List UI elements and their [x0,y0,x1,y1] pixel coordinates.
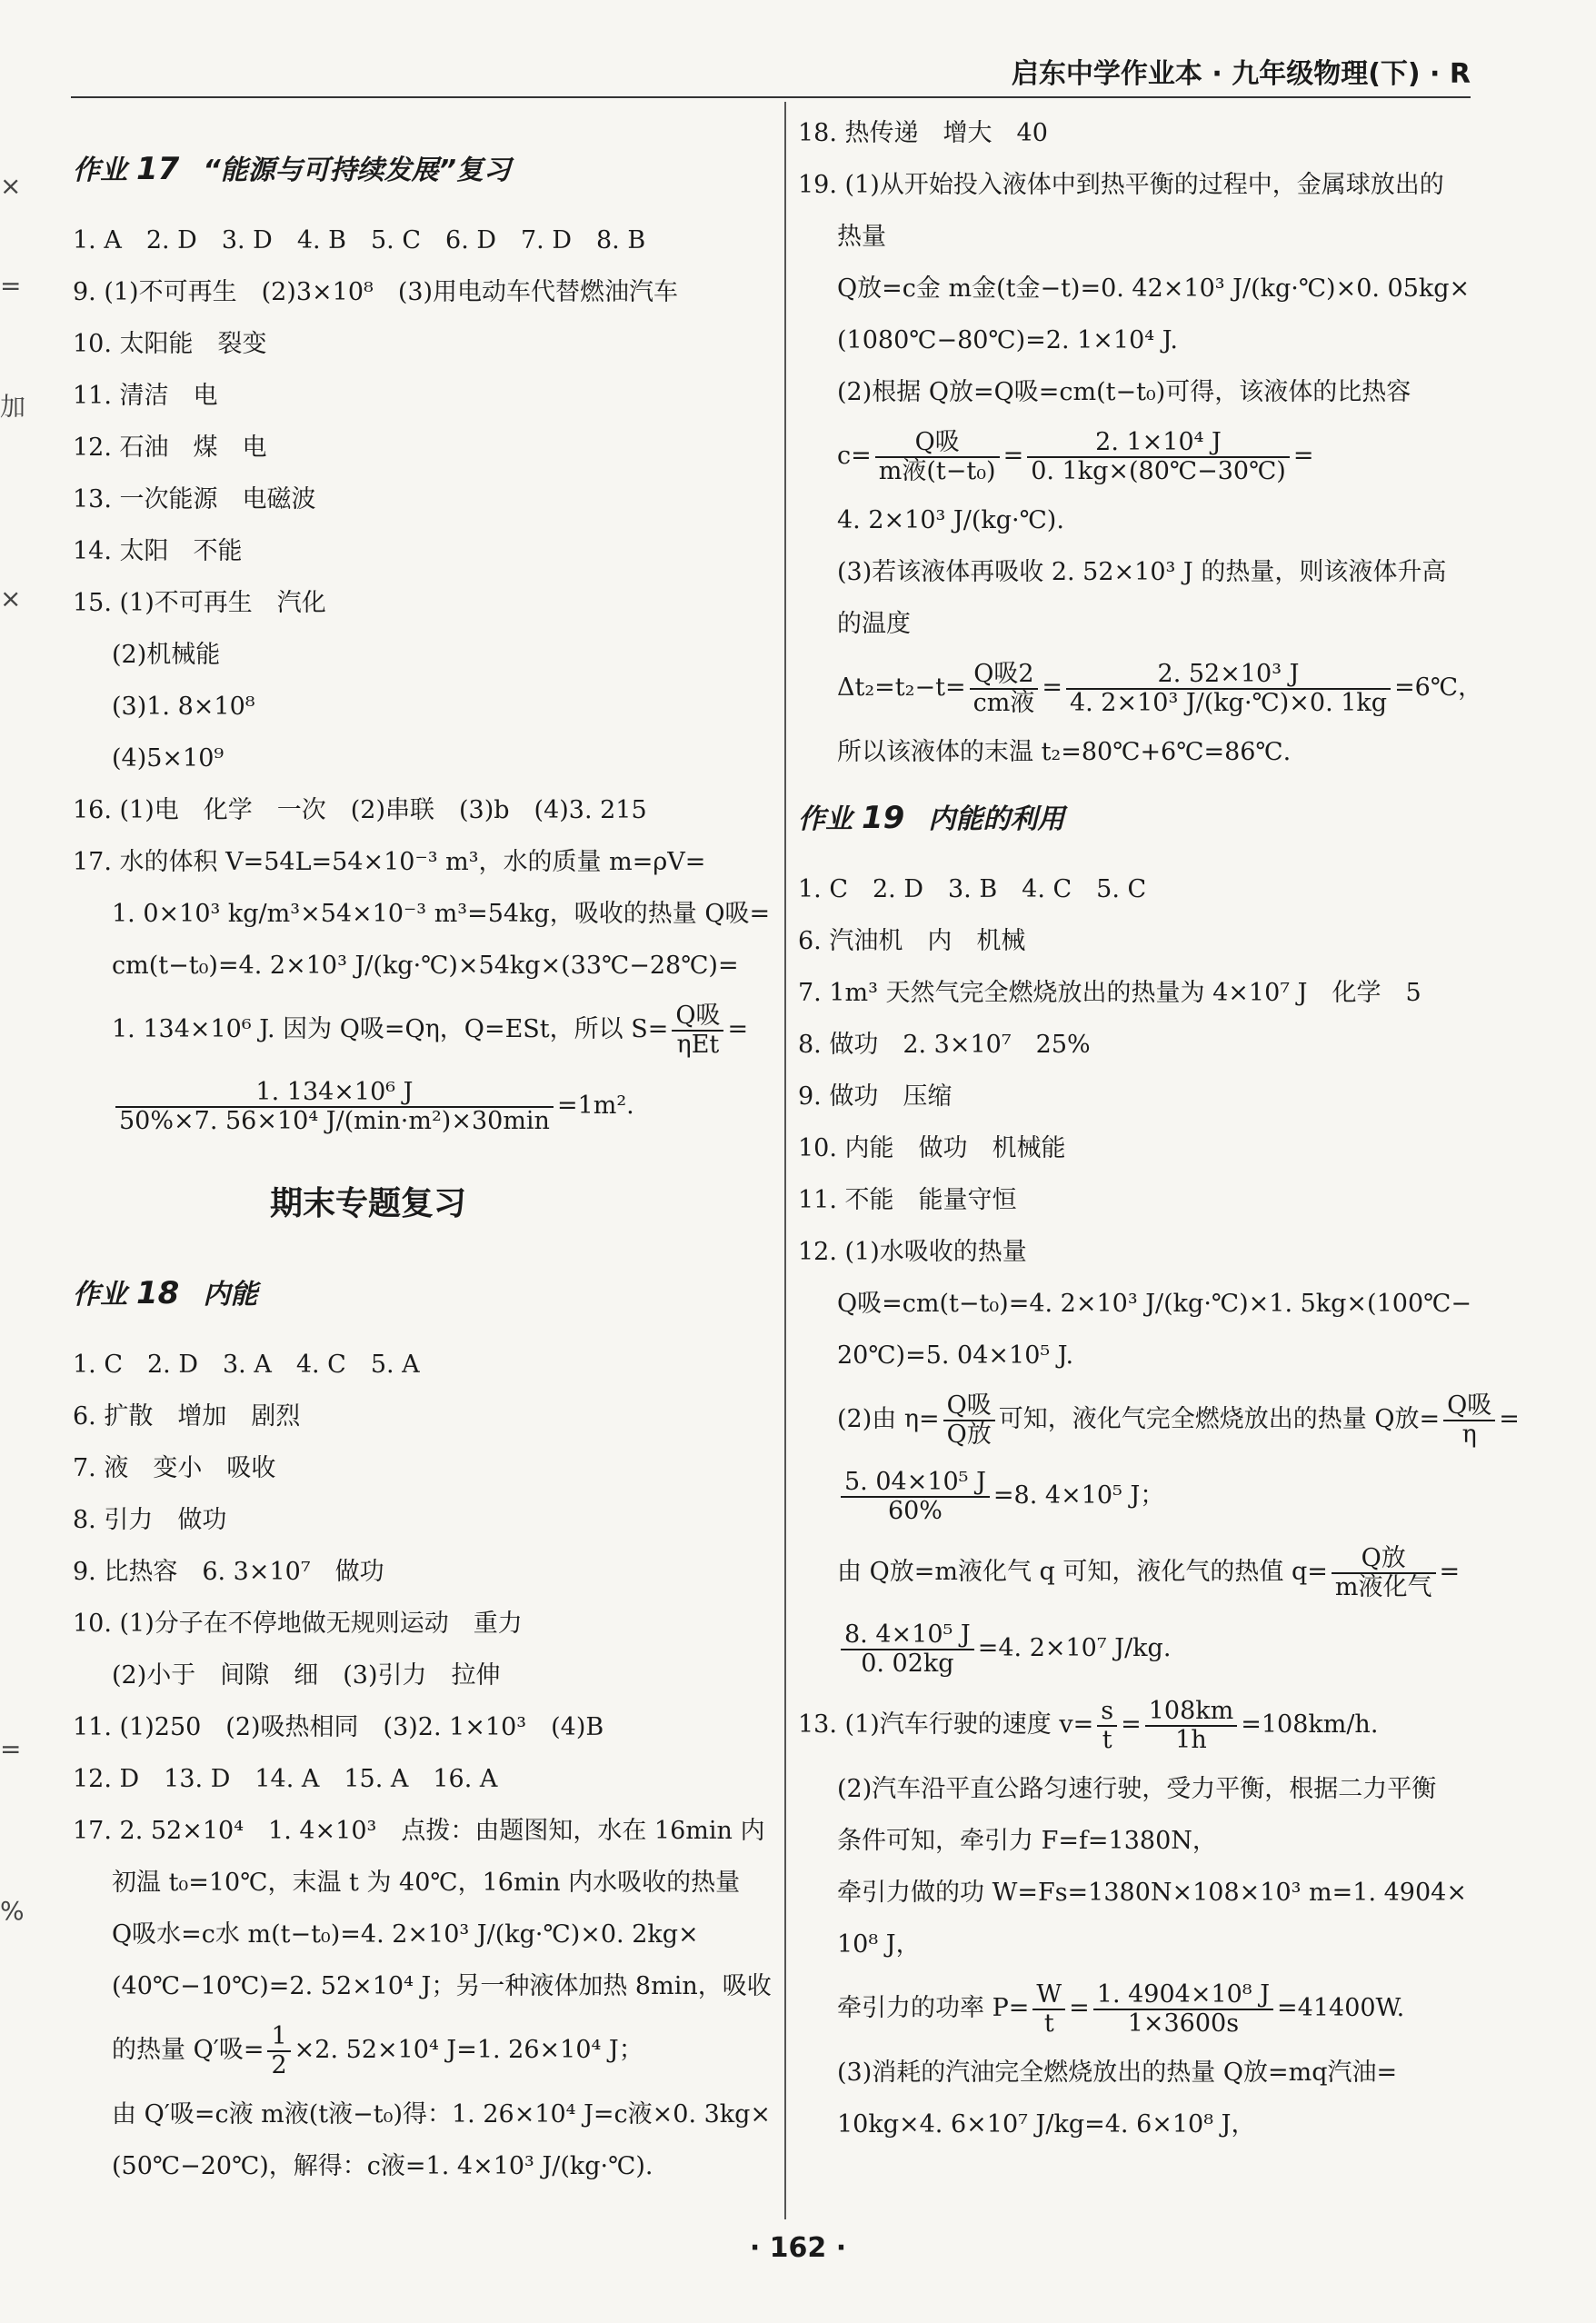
answer-line: 18. 热传递 增大 40 [798,119,1048,147]
fraction [841,1469,990,1525]
fraction-numerator: 8. 4×10⁵ J [841,1621,974,1650]
fraction-denominator: t [1102,1725,1112,1754]
answer-line: 20℃)=5. 04×10⁵ J. [837,1341,1074,1370]
answer-line: Q放=c金 m金(t金−t)=0. 42×10³ J/(kg·℃)×0. 05kg× [837,274,1471,303]
answer-line: 10. 太阳能 裂变 [73,330,267,358]
fraction-denominator: 2 [271,2050,287,2079]
chapter-title: 期末专题复习 [269,1185,466,1222]
section-number: 18 [136,1275,180,1311]
edge-mark: % [0,1896,25,1926]
fraction-numerator: Q吸2 [970,661,1039,690]
section-title-hw17 [73,142,773,198]
formula-text: = [1499,1405,1520,1433]
answer-line: (2)机械能 [112,641,221,669]
answer-line: 13. 一次能源 电磁波 [73,485,316,513]
fraction [1093,1981,1273,2038]
fraction-denominator: 4. 2×10³ J/(kg·℃)×0. 1kg [1069,688,1388,717]
fraction [1032,1981,1065,2038]
fraction [943,1392,995,1449]
right-column [798,107,1520,2150]
answer-line: (3)1. 8×10⁸ [112,693,255,721]
formula-text: 13. (1)汽车行驶的速度 v= [798,1710,1094,1739]
fraction-denominator: 1×3600s [1127,2009,1240,2038]
answer-line: (2)根据 Q放=Q吸=cm(t−t₀)可得，该液体的比热容 [837,378,1411,406]
fraction-numerator: 1 [267,2023,290,2052]
formula-line [798,1687,1498,1763]
fraction-denominator: 1h [1175,1725,1207,1754]
answer-line: 牵引力做的功 W=Fs=1380N×108×10³ m=1. 4904× [837,1879,1467,1907]
answer-line: 1. A 2. D 3. D 4. B 5. C 6. D 7. D 8. B [73,226,646,254]
left-edge-marks [0,0,27,2323]
fraction [1145,1698,1238,1754]
formula-text: Δt₂=t₂−t= [837,673,966,702]
formula-text: ×2. 52×10⁴ J=1. 26×10⁴ J； [294,2036,643,2064]
answer-line: 11. (1)250 (2)吸热相同 (3)2. 1×10³ (4)B [73,1713,604,1741]
answer-line: (1080℃−80℃)=2. 1×10⁴ J. [837,326,1179,354]
fraction [115,1079,554,1135]
fraction-numerator: 108km [1145,1698,1238,1727]
section-title-hw19 [798,791,1498,847]
fraction [1097,1698,1117,1754]
edge-mark: × [0,171,22,201]
answer-line: (40℃−10℃)=2. 52×10⁴ J；另一种液体加热 8min，吸收 [112,1972,772,2000]
page-header: 启东中学作业本 · 九年级物理(下) · R [71,53,1471,98]
formula-line [798,1458,1498,1534]
answer-line: 1. 0×10³ kg/m³×54×10⁻³ m³=54kg，吸收的热量 Q吸= [112,900,771,928]
answer-line: 12. (1)水吸收的热量 [798,1238,1027,1266]
fraction [1066,661,1391,717]
fraction-numerator: 2. 52×10³ J [1066,661,1391,690]
fraction-denominator: 0. 1kg×(80℃−30℃) [1031,456,1286,485]
answer-line: 12. 石油 煤 电 [73,434,267,462]
answer-line: 条件可知，牵引力 F=f=1380N， [837,1827,1217,1855]
formula-text: = [1292,442,1314,470]
formula-line [73,1068,773,1144]
answer-line: 初温 t₀=10℃，末温 t 为 40℃，16min 内水吸收的热量 [112,1869,741,1897]
formula-line [798,650,1498,726]
answer-line: 19. (1)从开始投入液体中到热平衡的过程中，金属球放出的 [798,171,1444,199]
answer-line: 15. (1)不可再生 汽化 [73,589,326,617]
answer-line: (2)小于 间隙 细 (3)引力 拉伸 [112,1661,501,1690]
answer-line: 9. (1)不可再生 (2)3×10⁸ (3)用电动车代替燃油汽车 [73,278,679,306]
fraction-numerator: Q放 [1332,1545,1436,1574]
formula-text: 可知，液化气完全燃烧放出的热量 Q放= [998,1405,1441,1433]
fraction-numerator: 1. 134×10⁶ J [115,1079,554,1108]
fraction-denominator: 60% [887,1496,943,1525]
fraction [970,661,1039,717]
fraction-numerator: 2. 1×10⁴ J [1027,429,1290,458]
answer-line: 10. (1)分子在不停地做无规则运动 重力 [73,1610,523,1638]
formula-line [798,1381,1520,1458]
formula-text: = [1121,1710,1142,1739]
section-number: 19 [862,800,905,836]
edge-mark: = [0,1734,22,1764]
fraction-denominator: 0. 02kg [861,1649,954,1678]
answer-line: (4)5×10⁹ [112,744,224,773]
answer-line: 热量 [837,223,886,251]
answer-line: 12. D 13. D 14. A 15. A 16. A [73,1765,498,1793]
section-heading: 内能的利用 [928,803,1065,835]
answer-line: 4. 2×10³ J/(kg·℃). [837,506,1064,534]
edge-mark: = [0,271,22,301]
formula-line [798,1534,1498,1610]
fraction-denominator: t [1043,2009,1054,2038]
answer-line: 8. 引力 做功 [73,1506,227,1534]
fraction-numerator: 5. 04×10⁵ J [841,1469,990,1498]
fraction-denominator: 50%×7. 56×10⁴ J/(min·m²)×30min [119,1106,550,1135]
answer-line: 17. 2. 52×10⁴ 1. 4×10³ 点拨：由题图知，水在 16min 内 [73,1817,765,1845]
fraction [841,1621,974,1678]
formula-text: (2)由 η= [837,1405,940,1433]
fraction-numerator: Q吸 [943,1392,995,1421]
answer-line: 6. 扩散 增加 剧烈 [73,1402,301,1431]
fraction [267,2023,290,2079]
formula-text: =108km/h. [1241,1710,1379,1739]
fraction [1332,1545,1436,1601]
formula-text: 牵引力的功率 P= [837,1994,1030,2022]
formula-text: = [1002,442,1024,470]
edge-mark: 加 [0,392,26,422]
answer-line: (2)汽车沿平直公路匀速行驶，受力平衡，根据二力平衡 [837,1775,1437,1803]
answer-line: cm(t−t₀)=4. 2×10³ J/(kg·℃)×54kg×(33℃−28℃)= [112,952,739,980]
fraction-denominator: ηEt [676,1030,720,1059]
answer-line: 7. 1m³ 天然气完全燃烧放出的热量为 4×10⁷ J 化学 5 [798,979,1421,1007]
section-label: 作业 [73,155,127,186]
formula-text: = [1069,1994,1090,2022]
answer-line: 6. 汽油机 内 机械 [798,927,1026,955]
fraction-denominator: m液化气 [1334,1572,1432,1601]
formula-text: c= [837,442,872,470]
answer-line: 7. 液 变小 吸收 [73,1454,276,1482]
section-heading: “能源与可持续发展”复习 [203,155,511,186]
answer-line: (50℃−20℃)，解得：c液=1. 4×10³ J/(kg·℃). [112,2152,653,2180]
formula-text: =1m². [556,1092,634,1120]
formula-text: =8. 4×10⁵ J； [993,1481,1165,1510]
answer-line: 所以该液体的末温 t₂=80℃+6℃=86℃. [837,738,1292,766]
answer-line: 9. 做功 压缩 [798,1082,953,1111]
fraction-numerator: W [1032,1981,1065,2010]
fraction-numerator: Q吸 [875,429,1000,458]
formula-text: = [1042,673,1062,702]
fraction [672,1002,723,1059]
answer-line: 17. 水的体积 V=54L=54×10⁻³ m³，水的质量 m=ρV= [73,848,706,876]
answer-line: 11. 不能 能量守恒 [798,1186,1017,1214]
answer-line: Q吸=cm(t−t₀)=4. 2×10³ J/(kg·℃)×1. 5kg×(100℃− [837,1290,1471,1318]
fraction-numerator: Q吸 [672,1002,723,1032]
answer-line: 10. 内能 做功 机械能 [798,1134,1066,1162]
formula-text: = [727,1015,749,1043]
section-number: 17 [136,151,180,187]
formula-line [73,2012,773,2089]
formula-line [798,418,1498,494]
formula-line [798,1610,1498,1687]
answer-line: (3)消耗的汽油完全燃烧放出的热量 Q放=mq汽油= [837,2059,1398,2087]
fraction-denominator: η [1461,1420,1477,1449]
formula-text: 由 Q放=m液化气 q 可知，液化气的热值 q= [837,1558,1328,1586]
answer-line: 9. 比热容 6. 3×10⁷ 做功 [73,1558,384,1586]
fraction-numerator: Q吸 [1443,1392,1495,1421]
column-divider [784,102,786,2219]
formula-line [798,1970,1498,2047]
fraction-denominator: Q放 [946,1420,992,1449]
formula-text: =41400W. [1277,1994,1405,2022]
answer-line: 10⁸ J， [837,1930,921,1959]
answer-line: 8. 做功 2. 3×10⁷ 25% [798,1031,1091,1059]
formula-text: 1. 134×10⁶ J. 因为 Q吸=Qη，Q=ESt，所以 S= [112,1015,669,1043]
formula-text: 的热量 Q′吸= [112,2036,264,2064]
answer-line: Q吸水=c水 m(t−t₀)=4. 2×10³ J/(kg·℃)×0. 2kg× [112,1920,699,1949]
formula-line [73,992,773,1068]
formula-text: = [1439,1558,1461,1586]
fraction-denominator: cm液 [973,688,1035,717]
edge-mark: × [0,583,22,613]
fraction [1443,1392,1495,1449]
answer-line: 1. C 2. D 3. B 4. C 5. C [798,875,1147,903]
page-number: · 162 · [749,2232,847,2264]
section-label: 作业 [798,803,853,835]
fraction [1027,429,1290,485]
answer-line: 10kg×4. 6×10⁷ J/kg=4. 6×10⁸ J， [837,2110,1256,2139]
formula-text: =6℃， [1394,673,1483,702]
answer-line: 14. 太阳 不能 [73,537,243,565]
answer-line: 11. 清洁 电 [73,382,218,410]
section-title-hw18 [73,1266,773,1322]
section-heading: 内能 [203,1279,258,1311]
answer-line: 的温度 [837,610,911,638]
fraction-numerator: s [1097,1698,1117,1727]
answer-line: 由 Q′吸=c液 m液(t液−t₀)得：1. 26×10⁴ J=c液×0. 3kg× [112,2100,772,2129]
section-label: 作业 [73,1279,127,1311]
answer-line: (3)若该液体再吸收 2. 52×10³ J 的热量，则该液体升高 [837,558,1447,586]
left-column [73,136,773,2192]
formula-text: =4. 2×10⁷ J/kg. [977,1634,1172,1662]
answer-line: 16. (1)电 化学 一次 (2)串联 (3)b (4)3. 215 [73,796,647,824]
fraction-numerator: 1. 4904×10⁸ J [1093,1981,1273,2010]
answer-line: 1. C 2. D 3. A 4. C 5. A [73,1351,420,1379]
fraction-denominator: m液(t−t₀) [878,456,996,485]
fraction [875,429,1000,485]
